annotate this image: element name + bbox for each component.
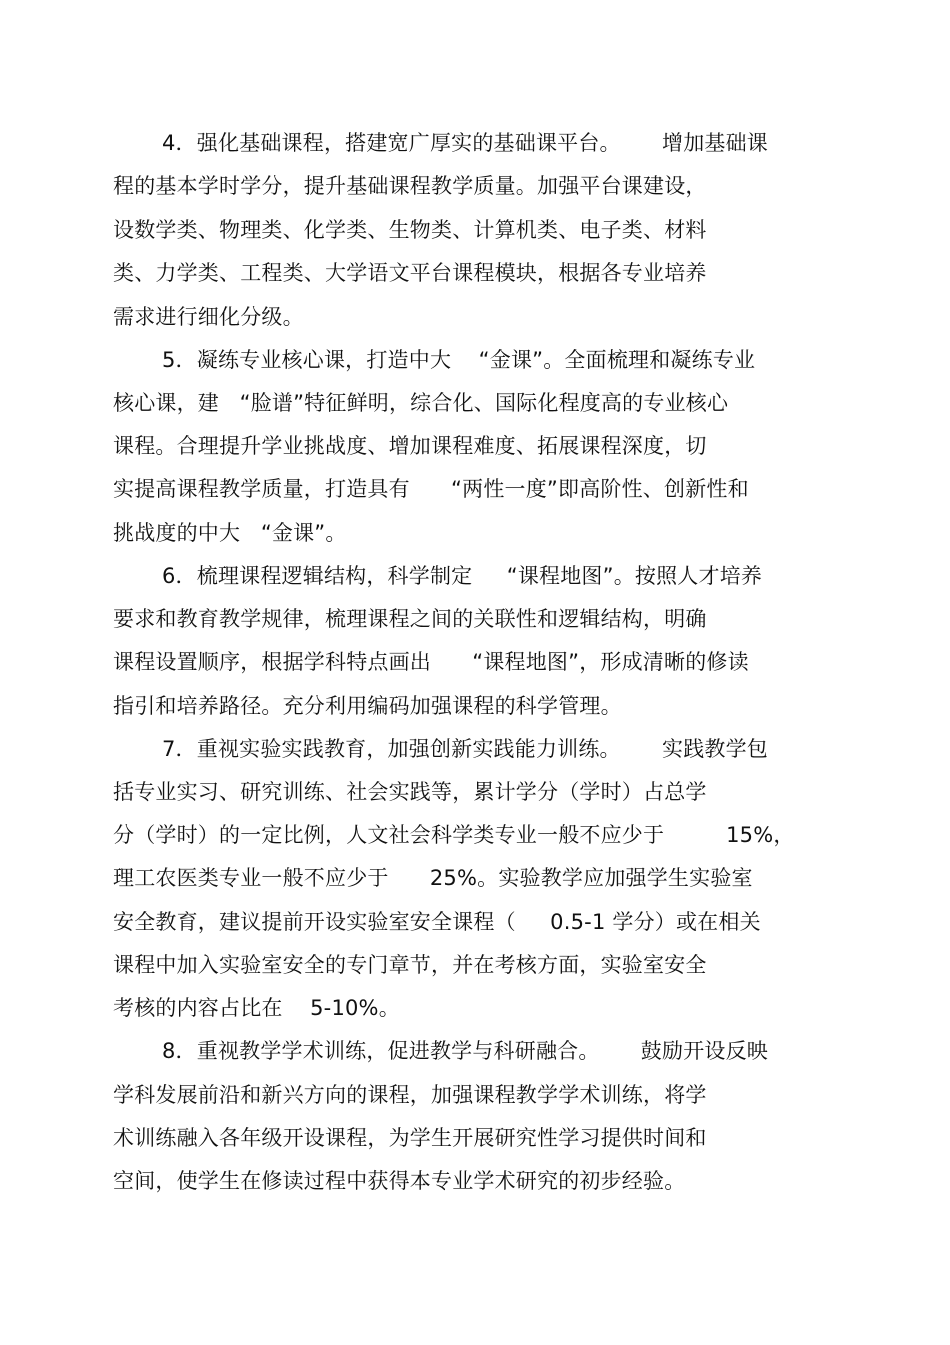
- paragraph-5-line-2: 核心课，建 “脸谱”特征鲜明，综合化、国际化程度高的专业核心: [113, 391, 729, 415]
- paragraph-4-line-4: 类、力学类、工程类、大学语文平台课程模块，根据各专业培养: [113, 261, 707, 285]
- paragraph-6-line-4: 指引和培养路径。充分利用编码加强课程的科学管理。: [113, 694, 622, 718]
- paragraph-5-line-4: 实提高课程教学质量，打造具有 “两性一度”即高阶性、创新性和: [113, 477, 749, 501]
- paragraph-7-line-6: 课程中加入实验室安全的专门章节，并在考核方面，实验室安全: [113, 953, 707, 977]
- paragraph-8-line-2: 学科发展前沿和新兴方向的课程，加强课程教学学术训练，将学: [113, 1083, 707, 1107]
- paragraph-8-line-3: 术训练融入各年级开设课程，为学生开展研究性学习提供时间和: [113, 1126, 707, 1150]
- paragraph-7-line-1: 7．重视实验实践教育，加强创新实践能力训练。 实践教学包: [162, 737, 769, 761]
- paragraph-4-line-2: 程的基本学时学分，提升基础课程教学质量。加强平台课建设，: [113, 174, 707, 198]
- paragraph-7-line-2: 括专业实习、研究训练、社会实践等，累计学分（学时）占总学: [113, 780, 707, 804]
- paragraph-6-line-3: 课程设置顺序，根据学科特点画出 “课程地图”，形成清晰的修读: [113, 650, 749, 674]
- paragraph-4-line-3: 设数学类、物理类、化学类、生物类、计算机类、电子类、材料: [113, 218, 707, 242]
- paragraph-5-line-3: 课程。合理提升学业挑战度、增加课程难度、拓展课程深度，切: [113, 434, 707, 458]
- paragraph-6-line-1: 6．梳理课程逻辑结构，科学制定 “课程地图”。按照人才培养: [162, 564, 763, 588]
- paragraph-4-line-5: 需求进行细化分级。: [113, 305, 304, 329]
- paragraph-8-line-1: 8．重视教学学术训练，促进教学与科研融合。 鼓励开设反映: [162, 1039, 769, 1063]
- paragraph-6-line-2: 要求和教育教学规律，梳理课程之间的关联性和逻辑结构，明确: [113, 607, 707, 631]
- paragraph-5-line-5: 挑战度的中大 “金课”。: [113, 521, 347, 545]
- paragraph-5-line-1: 5．凝练专业核心课，打造中大 “金课”。全面梳理和凝练专业: [162, 348, 756, 372]
- paragraph-7-line-4: 理工农医类专业一般不应少于 25%。实验教学应加强学生实验室: [113, 866, 753, 890]
- paragraph-7-line-7: 考核的内容占比在 5-10%。: [113, 996, 400, 1020]
- paragraph-7-line-5: 安全教育，建议提前开设实验室安全课程（ 0.5-1 学分）或在相关: [113, 910, 761, 934]
- paragraph-4-line-1: 4．强化基础课程，搭建宽广厚实的基础课平台。 增加基础课: [162, 131, 769, 155]
- paragraph-8-line-4: 空间，使学生在修读过程中获得本专业学术研究的初步经验。: [113, 1169, 686, 1193]
- paragraph-7-line-3: 分（学时）的一定比例，人文社会科学类专业一般不应少于 15%，: [113, 823, 795, 847]
